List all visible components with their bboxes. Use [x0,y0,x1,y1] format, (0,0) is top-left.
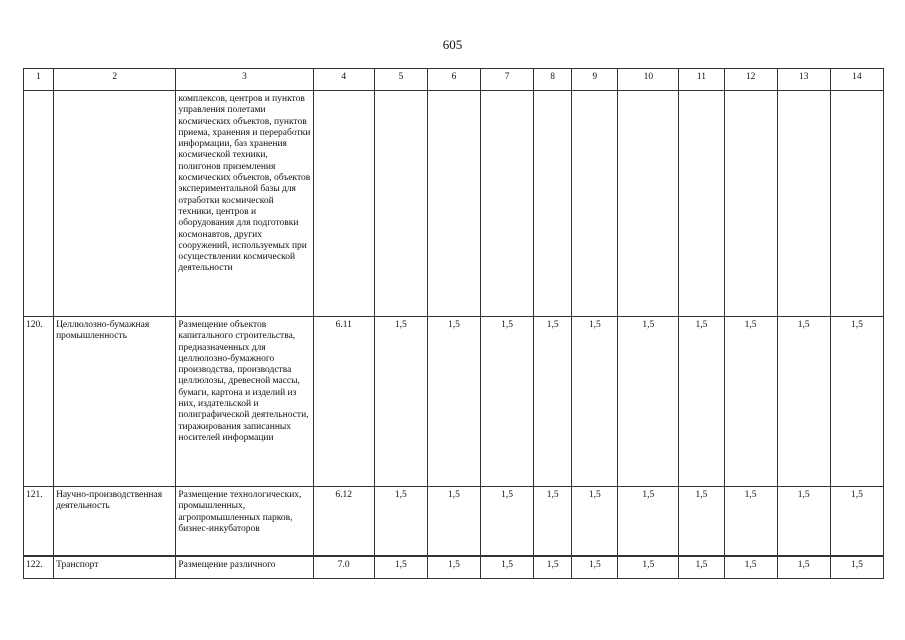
value-cell: 1,5 [777,487,830,557]
value-cell [724,91,777,317]
activity-code: 7.0 [313,556,374,579]
value-cell: 1,5 [830,487,883,557]
table-row [24,556,884,579]
row-number: 120. [24,317,54,487]
value-cell [777,91,830,317]
activity-code: 6.11 [313,317,374,487]
value-cell: 1,5 [481,487,534,557]
row-number [24,91,54,317]
column-header: 6 [427,69,480,91]
value-cell: 1,5 [830,317,883,487]
value-cell: 1,5 [679,556,724,579]
activity-name: Научно-производственная деятельность [54,487,176,557]
value-cell: 1,5 [777,556,830,579]
activity-name: Целлюлозно-бумажная промышленность [54,317,176,487]
value-cell [481,91,534,317]
value-cell [534,91,572,317]
activity-description: комплексов, центров и пунктов управления полетами космических объектов, пунктов приема, хранения и переработки информации, баз хранения космической техники, полигонов приземления космических объектов, объектов экспериментальной базы для отработки космической техники, центров и оборудования для подготовки космонавтов, других сооружений, используемых при осуществлении космической деятельности [176,91,313,317]
value-cell: 1,5 [572,487,618,557]
value-cell: 1,5 [830,556,883,579]
column-header: 9 [572,69,618,91]
value-cell: 1,5 [427,317,480,487]
value-cell [679,91,724,317]
activity-name: Транспорт [54,556,176,579]
value-cell: 1,5 [481,556,534,579]
column-header: 1 [24,69,54,91]
column-header: 13 [777,69,830,91]
activity-code: 6.12 [313,487,374,557]
value-cell: 1,5 [534,556,572,579]
value-cell: 1,5 [427,487,480,557]
column-header: 8 [534,69,572,91]
activity-description: Размещение различного [176,556,313,579]
value-cell: 1,5 [679,317,724,487]
table-row [24,317,884,487]
row-number: 122. [24,556,54,579]
page-number: 605 [442,37,463,52]
value-cell: 1,5 [724,487,777,557]
column-header: 11 [679,69,724,91]
value-cell: 1,5 [679,487,724,557]
value-cell: 1,5 [374,556,427,579]
column-header: 10 [618,69,679,91]
value-cell: 1,5 [427,556,480,579]
value-cell: 1,5 [374,487,427,557]
column-header: 7 [481,69,534,91]
column-header: 12 [724,69,777,91]
value-cell: 1,5 [618,487,679,557]
value-cell [618,91,679,317]
value-cell: 1,5 [777,317,830,487]
value-cell: 1,5 [572,556,618,579]
activity-description: Размещение объектов капитального строительства, предназначенных для целлюлозно-бумажного производства, производства целлюлозы, древесной массы, бумаги, картона и изделий из них, издательской и полиграфической деятельности, тиражирования записанных носителей информации [176,317,313,487]
column-header: 3 [176,69,313,91]
row-number: 121. [24,487,54,557]
value-cell: 1,5 [618,556,679,579]
value-cell: 1,5 [374,317,427,487]
value-cell [572,91,618,317]
value-cell: 1,5 [534,487,572,557]
column-header: 2 [54,69,176,91]
value-cell [374,91,427,317]
value-cell: 1,5 [724,556,777,579]
table-row [24,487,884,557]
value-cell: 1,5 [534,317,572,487]
value-cell [830,91,883,317]
column-header: 4 [313,69,374,91]
value-cell: 1,5 [481,317,534,487]
value-cell [427,91,480,317]
activity-name [54,91,176,317]
table-row [24,91,884,317]
activity-code [313,91,374,317]
activity-description: Размещение технологических, промышленных, агропромышленных парков, бизнес-инкубаторов [176,487,313,557]
value-cell: 1,5 [618,317,679,487]
column-number-header-row [24,69,884,91]
value-cell: 1,5 [572,317,618,487]
regulations-table [23,68,884,579]
column-header: 5 [374,69,427,91]
column-header: 14 [830,69,883,91]
value-cell: 1,5 [724,317,777,487]
